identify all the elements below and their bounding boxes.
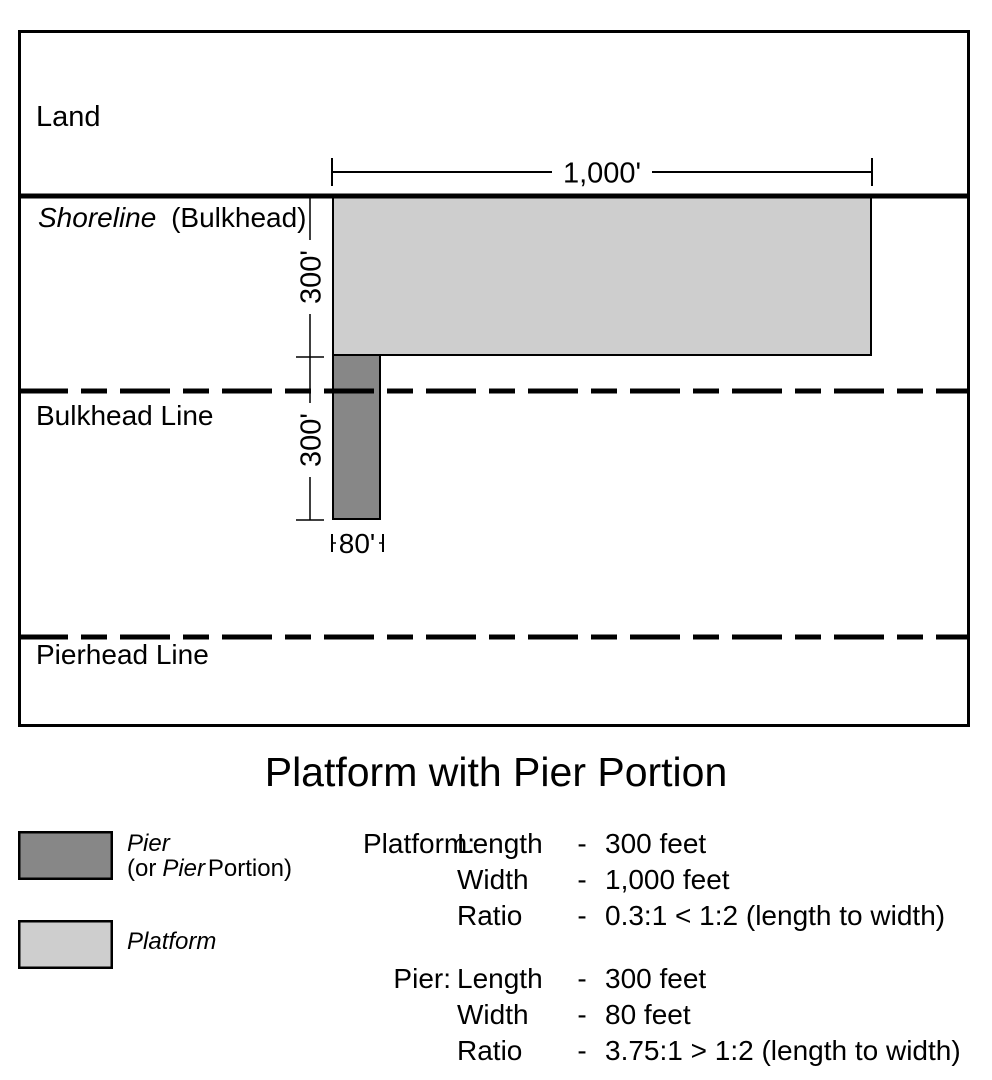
metric-value: 0.3:1 < 1:2 (length to width) [605,900,946,931]
metric-label: Width [457,864,529,895]
platform-legend-swatch-fill [19,921,112,968]
pier-legend-swatch [18,831,113,880]
pier-legend-label-line2 [127,856,292,881]
metric-value: 3.75:1 > 1:2 (length to width) [605,1035,961,1066]
dash-separator: - [577,828,587,859]
platform-stats [363,826,961,934]
platform-category: Platform: [363,828,476,859]
category-spacer [363,898,451,934]
pier-length-dim-label: 300' [295,413,328,467]
shoreline-label-rest: (Bulkhead) [171,202,307,233]
pier-legend-line2-post: Portion) [207,855,292,882]
land-label: Land [36,101,101,133]
pier-category: Pier: [393,963,451,994]
platform-shape [333,197,871,355]
platform-length-dim-label: 300' [295,250,328,304]
dash-separator: - [577,963,587,994]
metric-label: Ratio [457,900,523,931]
dash-separator: - [577,864,587,895]
platform-legend-swatch [18,920,113,969]
metric-value: 1,000 feet [605,864,730,895]
pier-ratio-row [363,1033,961,1069]
platform-width-dim-label: 1,000' [562,157,642,190]
figure-title: Platform with Pier Portion [264,749,728,795]
pier-legend-line2-italic: Pier [162,855,206,882]
bulkhead-line-label: Bulkhead Line [36,400,214,431]
dash-separator: - [577,900,587,931]
dash-separator: - [577,1035,587,1066]
diagram-border-box [20,32,969,726]
shoreline-label [38,202,307,233]
pierhead-line-label: Pierhead Line [36,639,209,670]
platform-legend-label: Platform [127,928,217,955]
category-spacer [363,1033,451,1069]
pier-legend-line2-pre: (or [127,855,157,882]
pier-legend-label-line1 [127,831,292,856]
stats-block [363,826,961,1069]
shoreline-label-italic: Shoreline [38,202,157,233]
metric-label: Ratio [457,1035,523,1066]
metric-value: 300 feet [605,828,707,859]
metric-value: 80 feet [605,999,691,1030]
platform-width-row [363,862,961,898]
category-spacer [363,997,451,1033]
pier-shape [333,355,380,519]
pier-legend-label [127,831,292,881]
pier-legend-swatch-fill [19,832,112,879]
metric-value: 300 feet [605,963,707,994]
pier-legend-label-italic: Pier [127,830,170,857]
platform-ratio-row [363,898,961,934]
category-spacer [363,862,451,898]
metric-label: Width [457,999,529,1030]
metric-label: Length [457,963,543,994]
pier-stats [363,961,961,1069]
pier-width-row [363,997,961,1033]
platform-length-row [363,826,961,862]
pier-length-row [363,961,961,997]
pier-width-dim-label: 80' [338,528,376,560]
dash-separator: - [577,999,587,1030]
metric-label: Length [457,828,543,859]
